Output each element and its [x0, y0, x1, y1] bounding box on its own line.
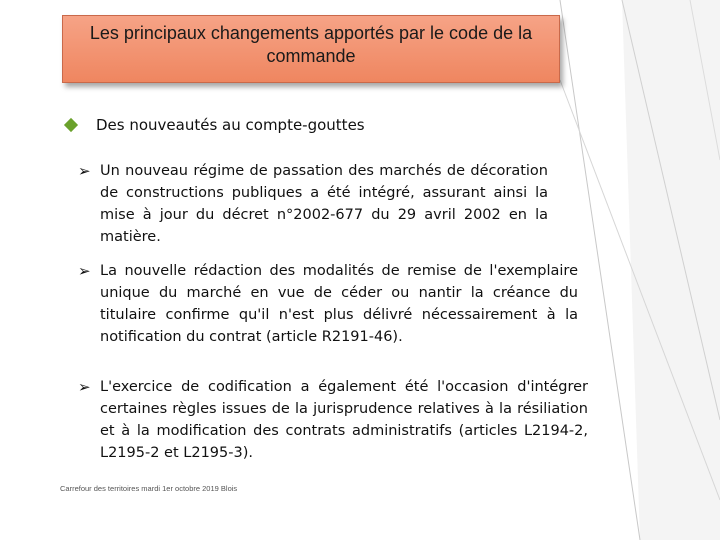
arrow-bullet-icon: ➢	[78, 378, 91, 396]
list-item-text: Un nouveau régime de passation des marchés de décoration de constructions publiques a été intégré, assurant ainsi la mise à jour du décret n°2002-677 du 29 avril 2002 en la matière.	[100, 163, 548, 245]
list-item	[78, 376, 588, 464]
arrow-bullet-icon: ➢	[78, 262, 91, 280]
title-box	[62, 15, 560, 83]
diamond-bullet-icon	[64, 118, 78, 132]
slide-title: Les principaux changements apportés par le code de la commande	[89, 23, 533, 66]
list-item	[78, 260, 578, 348]
list-item-text: La nouvelle rédaction des modalités de remise de l'exemplaire unique du marché en vue de céder ou nantir la créance du titulaire confirme qu'il n'est plus délivré nécessairement à la notification du contrat (article R2191-46).	[100, 263, 578, 345]
slide-footer: Carrefour des territoires mardi 1er octobre 2019 Blois	[60, 484, 238, 493]
main-bullet-text: Des nouveautés au compte-gouttes	[96, 116, 365, 134]
main-bullet	[62, 116, 365, 134]
arrow-bullet-icon: ➢	[78, 162, 91, 180]
list-item	[78, 160, 548, 248]
list-item-text: L'exercice de codification a également été l'occasion d'intégrer certaines règles issues de la jurisprudence relatives à la résiliation et à la modification des contrats administratifs (articles L2194-2, L2195-2 et L2195-3).	[100, 379, 588, 461]
